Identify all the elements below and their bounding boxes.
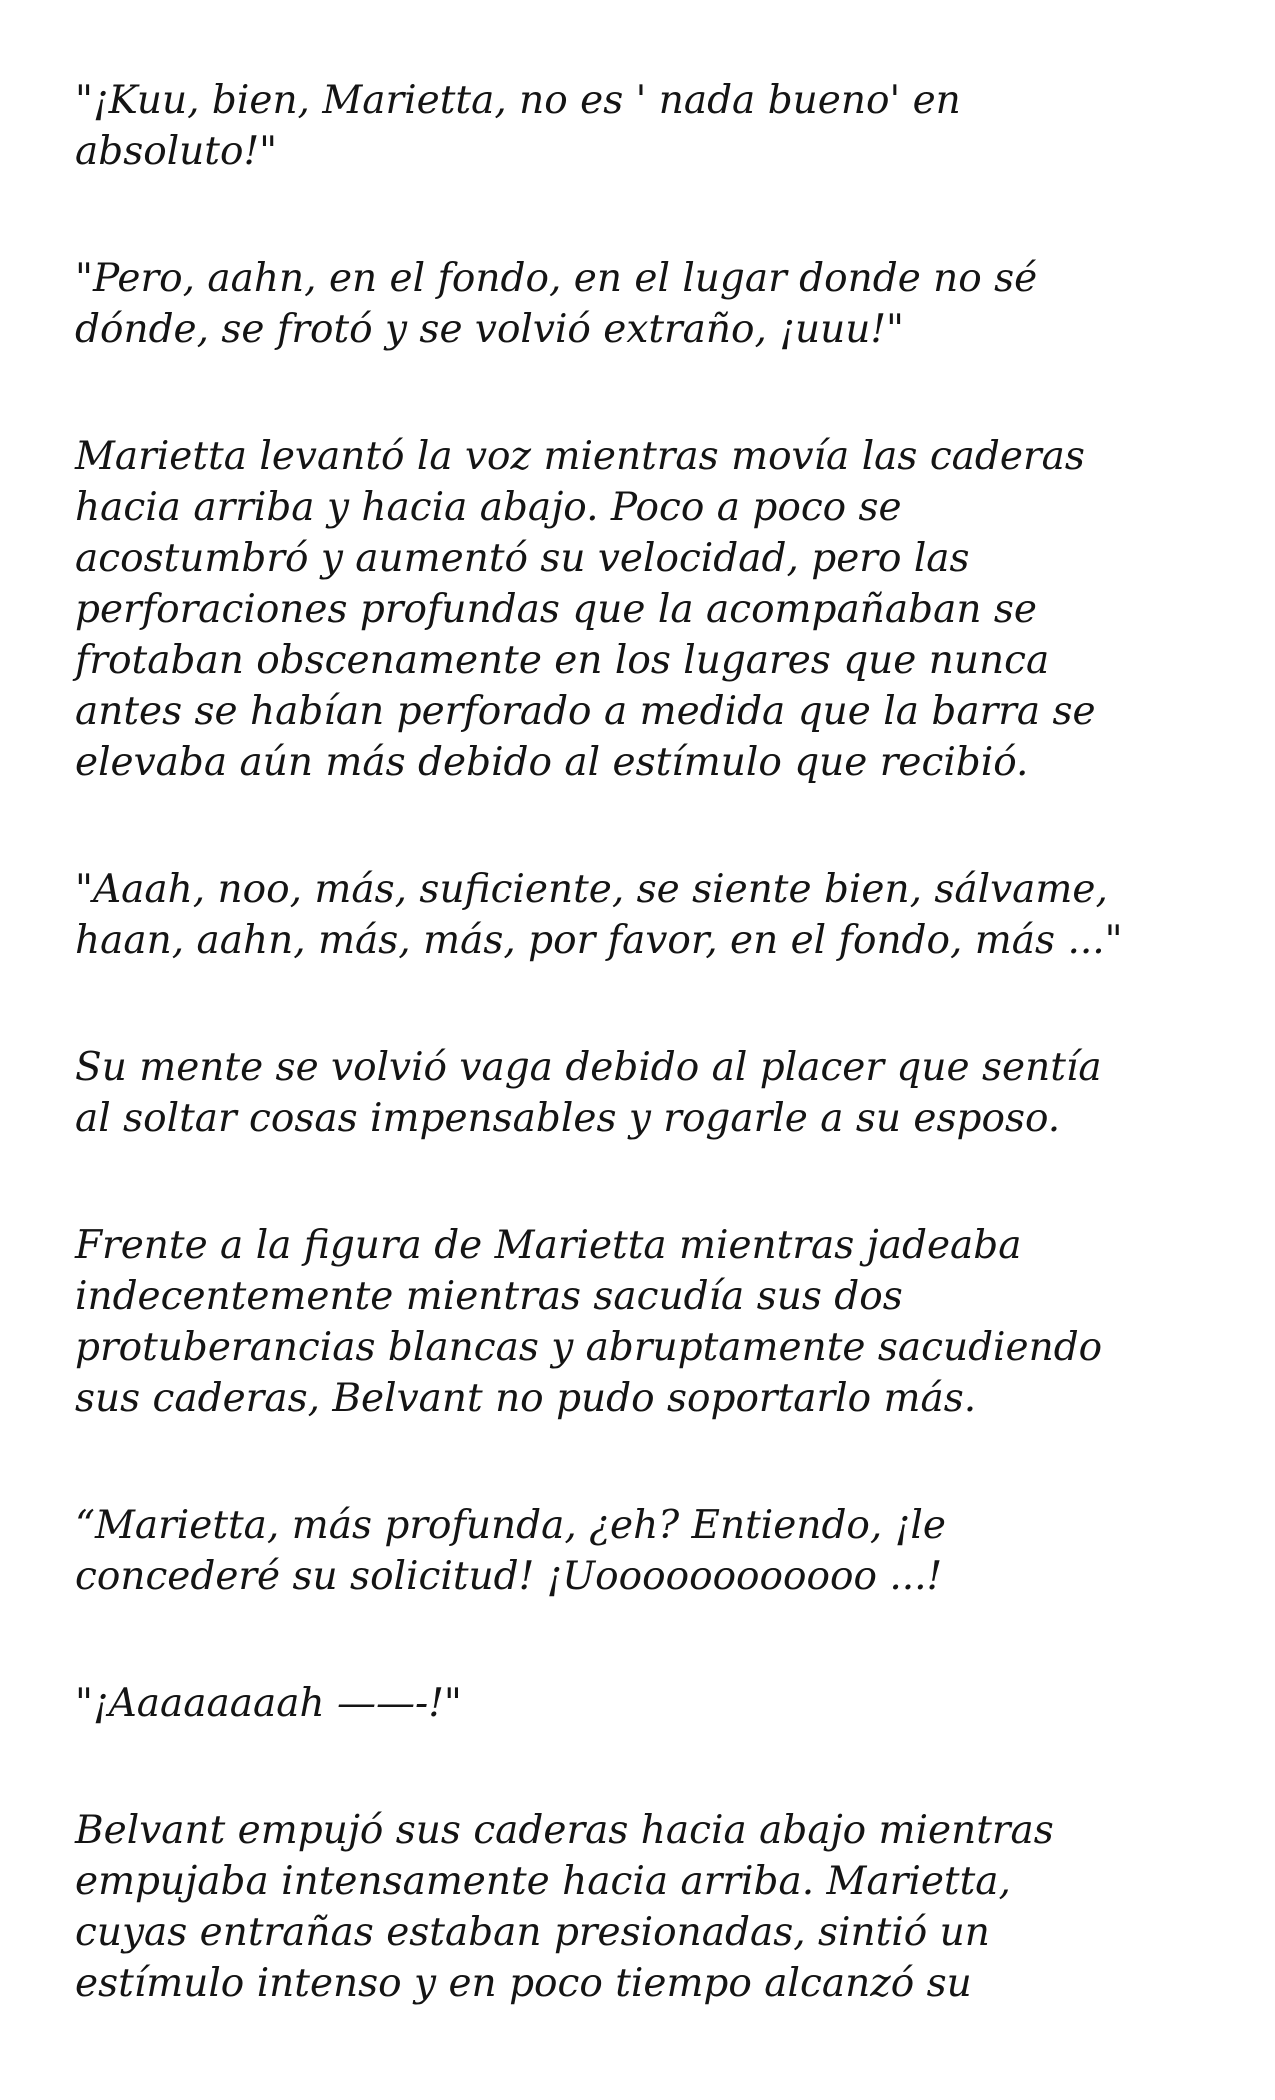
text-line: concederé su solicitud! ¡Uoooooooooooo ...! bbox=[75, 1554, 943, 1599]
text-line: acostumbró y aumentó su velocidad, pero las bbox=[75, 536, 970, 581]
paragraph-2 bbox=[75, 253, 1225, 355]
paragraph-6 bbox=[75, 1220, 1225, 1424]
text-line: "Aaah, noo, más, suficiente, se siente bien, sálvame, bbox=[75, 867, 1108, 912]
text-line: perforaciones profundas que la acompañaban se bbox=[75, 587, 1037, 632]
text-line: "Pero, aahn, en el fondo, en el lugar donde no sé bbox=[75, 256, 1038, 301]
text-line: al soltar cosas impensables y rogarle a su esposo. bbox=[75, 1096, 1061, 1141]
text-line: frotaban obscenamente en los lugares que nunca bbox=[75, 638, 1050, 683]
paragraph-4 bbox=[75, 864, 1225, 966]
text-line: Frente a la figura de Marietta mientras jadeaba bbox=[75, 1223, 1022, 1268]
text-line: estímulo intenso y en poco tiempo alcanzó su bbox=[75, 1961, 972, 2006]
paragraph-3 bbox=[75, 431, 1225, 788]
text-line: "¡Aaaaaaaah ——-!" bbox=[75, 1681, 462, 1726]
text-line: “Marietta, más profunda, ¿eh? Entiendo, ¡le bbox=[75, 1503, 946, 1548]
text-line: cuyas entrañas estaban presionadas, sintió un bbox=[75, 1910, 990, 1955]
text-line: indecentemente mientras sacudía sus dos bbox=[75, 1274, 903, 1319]
text-line: absoluto!" bbox=[75, 129, 278, 174]
paragraph-8 bbox=[75, 1678, 1225, 1729]
text-line: Marietta levantó la voz mientras movía las caderas bbox=[75, 434, 1085, 479]
text-line: hacia arriba y hacia abajo. Poco a poco se bbox=[75, 485, 902, 530]
text-line: "¡Kuu, bien, Marietta, no es ' nada bueno' en bbox=[75, 78, 961, 123]
text-line: protuberancias blancas y abruptamente sacudiendo bbox=[75, 1325, 1103, 1370]
paragraph-1 bbox=[75, 75, 1225, 177]
paragraph-5 bbox=[75, 1042, 1225, 1144]
text-line: dónde, se frotó y se volvió extraño, ¡uuu!" bbox=[75, 307, 904, 352]
text-line: Belvant empujó sus caderas hacia abajo mientras bbox=[75, 1808, 1054, 1853]
text-line: haan, aahn, más, más, por favor, en el fondo, más ..." bbox=[75, 918, 1123, 963]
paragraph-7 bbox=[75, 1500, 1225, 1602]
text-line: antes se habían perforado a medida que la barra se bbox=[75, 689, 1096, 734]
text-line: Su mente se volvió vaga debido al placer que sentía bbox=[75, 1045, 1102, 1090]
text-line: empujaba intensamente hacia arriba. Marietta, bbox=[75, 1859, 1011, 1904]
paragraph-9 bbox=[75, 1805, 1225, 2009]
text-line: elevaba aún más debido al estímulo que recibió. bbox=[75, 740, 1029, 785]
text-line: sus caderas, Belvant no pudo soportarlo más. bbox=[75, 1376, 977, 1421]
